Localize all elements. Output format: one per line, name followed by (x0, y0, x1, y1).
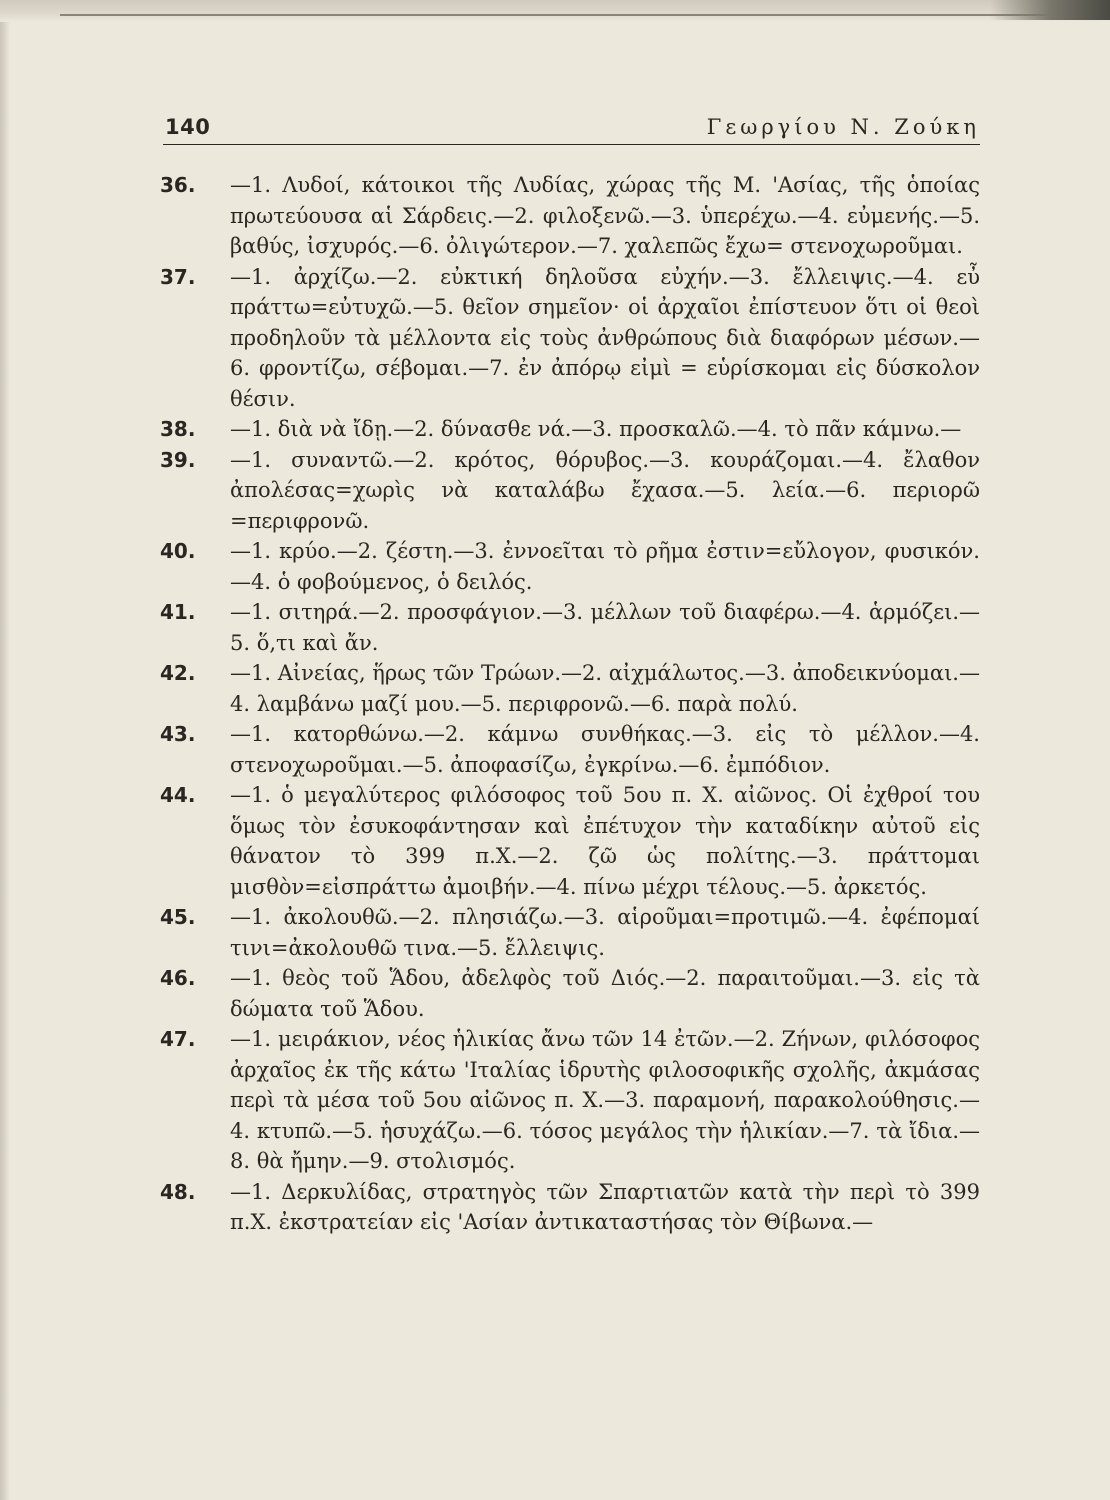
entry-text: —1. θεὸς τοῦ Ἅδου, ἀδελφὸς τοῦ Διός.—2. παραιτοῦμαι.—3. εἰς τὰ δώματα τοῦ Ἅδου. (230, 966, 980, 1021)
glossary-entries (160, 170, 980, 1238)
glossary-entry-44 (160, 780, 980, 902)
entry-text: —1. συναντῶ.—2. κρότος, θόρυβος.—3. κουράζομαι.—4. ἔλαθον ἀπολέσας=χωρὶς νὰ καταλάβω ἔχασα.—5. λεία.—6. περιορῶ =περιφρονῶ. (230, 447, 980, 533)
glossary-entry-45 (160, 902, 980, 963)
entry-text: —1. Αἰνείας, ἥρως τῶν Τρώων.—2. αἰχμάλωτος.—3. ἀποδεικνύομαι.—4. λαμβάνω μαζί μου.—5. περιφρονῶ.—6. παρὰ πολύ. (230, 661, 980, 716)
entry-number: 40. (160, 539, 196, 563)
page-number: 140 (165, 115, 211, 139)
entry-number: 42. (160, 661, 196, 685)
entry-number: 41. (160, 600, 196, 624)
entry-number: 37. (160, 264, 196, 289)
entry-text: —1. κατορθώνω.—2. κάμνω συνθήκας.—3. εἰς τὸ μέλλον.—4. στενοχωροῦμαι.—5. ἀποφασίζω, ἐγκρίνω.—6. ἐμπόδιον. (230, 722, 980, 777)
entry-number: 36. (160, 173, 196, 197)
page-left-edge (0, 0, 10, 1500)
entry-text: —1. σιτηρά.—2. προσφάγιον.—3. μέλλων τοῦ διαφέρω.—4. ἁρμόζει.—5. ὅ,τι καὶ ἄν. (230, 600, 980, 655)
entry-text: —1. μειράκιον, νέος ἡλικίας ἄνω τῶν 14 ἐτῶν.—2. Ζήνων, φιλόσοφος ἀρχαῖος ἐκ τῆς κάτω 'Ιταλίας ἱδρυτὴς φιλοσοφικῆς σχολῆς, ἀκμάσας περὶ τὰ μέσα τοῦ 5ου αἰῶνος π. Χ.—3. παραμονή, παρακολούθησις.—4. κτυπῶ.—5. ἡσυχάζω.—6. τόσος μεγάλος τὴν ἡλικίαν.—7. τὰ ἴδια.—8. θὰ ἤμην.—9. στολισμός. (230, 1027, 980, 1173)
glossary-entry-40 (160, 536, 980, 597)
glossary-entry-36 (160, 170, 980, 262)
glossary-entry-39 (160, 445, 980, 537)
running-head: Γεωργίου Ν. Ζούκη (706, 115, 980, 139)
glossary-entry-41 (160, 597, 980, 658)
entry-text: —1. κρύο.—2. ζέστη.—3. ἐννοεῖται τὸ ρῆμα ἐστιν=εὔλογον, φυσικόν.—4. ὁ φοβούμενος, ὁ δειλός. (230, 539, 980, 594)
entry-number: 44. (160, 783, 196, 807)
page-top-edge (0, 0, 1110, 22)
glossary-entry-37 (160, 262, 980, 415)
entry-number: 46. (160, 966, 196, 990)
entry-text: —1. Λυδοί, κάτοικοι τῆς Λυδίας, χώρας τῆς Μ. 'Ασίας, τῆς ὁποίας πρωτεύουσα αἱ Σάρδεις.—2. φιλοξενῶ.—3. ὑπερέχω.—4. εὐμενής.—5. βαθύς, ἰσχυρός.—6. ὀλιγώτερον.—7. χαλεπῶς ἔχω= στενοχωροῦμαι. (230, 173, 980, 258)
entry-text: —1. ἀρχίζω.—2. εὐκτική δηλοῦσα εὐχήν.—3. ἔλλειψις.—4. εὖ πράττω=εὐτυχῶ.—5. θεῖον σημεῖον· οἱ ἀρχαῖοι ἐπίστευον ὅτι οἱ θεοὶ προδηλοῦν τὰ μέλλοντα εἰς τοὺς ἀνθρώπους διὰ διαφόρων μέσων.—6. φροντίζω, σέβομαι.—7. ἐν ἀπόρῳ εἰμὶ = εὑρίσκομαι εἰς δύσκολον θέσιν. (230, 264, 980, 411)
entry-number: 43. (160, 722, 196, 746)
glossary-entry-48 (160, 1177, 980, 1238)
entry-number: 45. (160, 905, 196, 929)
entry-text: —1. ἀκολουθῶ.—2. πλησιάζω.—3. αἱροῦμαι=προτιμῶ.—4. ἐφέπομαί τινι=ἀκολουθῶ τινα.—5. ἔλλειψις. (230, 905, 980, 960)
glossary-entry-46 (160, 963, 980, 1024)
entry-text: —1. διὰ νὰ ἴδῃ.—2. δύνασθε νά.—3. προσκαλῶ.—4. τὸ πᾶν κάμνω.— (230, 417, 962, 441)
entry-number: 48. (160, 1179, 196, 1204)
top-border-line (60, 14, 1070, 16)
entry-text: —1. ὁ μεγαλύτερος φιλόσοφος τοῦ 5ου π. Χ. αἰῶνος. Οἱ ἐχθροί του ὅμως τὸν ἐσυκοφάντησαν καὶ ἐπέτυχον τὴν καταδίκην αὐτοῦ εἰς θάνατον τὸ 399 π.Χ.—2. ζῶ ὡς πολίτης.—3. πράττομαι μισθὸν=εἰσπράττω ἀμοιβήν.—4. πίνω μέχρι τέλους.—5. ἀρκετός. (230, 783, 980, 899)
entry-number: 39. (160, 447, 196, 472)
glossary-entry-47 (160, 1024, 980, 1177)
glossary-entry-38 (160, 414, 980, 445)
page-corner-shadow (990, 0, 1110, 20)
entry-text: —1. Δερκυλίδας, στρατηγὸς τῶν Σπαρτιατῶν κατὰ τὴν περὶ τὸ 399 π.Χ. ἐκστρατείαν εἰς 'Ασίαν ἀντικαταστήσας τὸν Θίβωνα.— (230, 1179, 980, 1234)
header-rule (163, 144, 980, 145)
entry-number: 47. (160, 1027, 196, 1051)
glossary-entry-42 (160, 658, 980, 719)
entry-number: 38. (160, 417, 196, 441)
glossary-entry-43 (160, 719, 980, 780)
